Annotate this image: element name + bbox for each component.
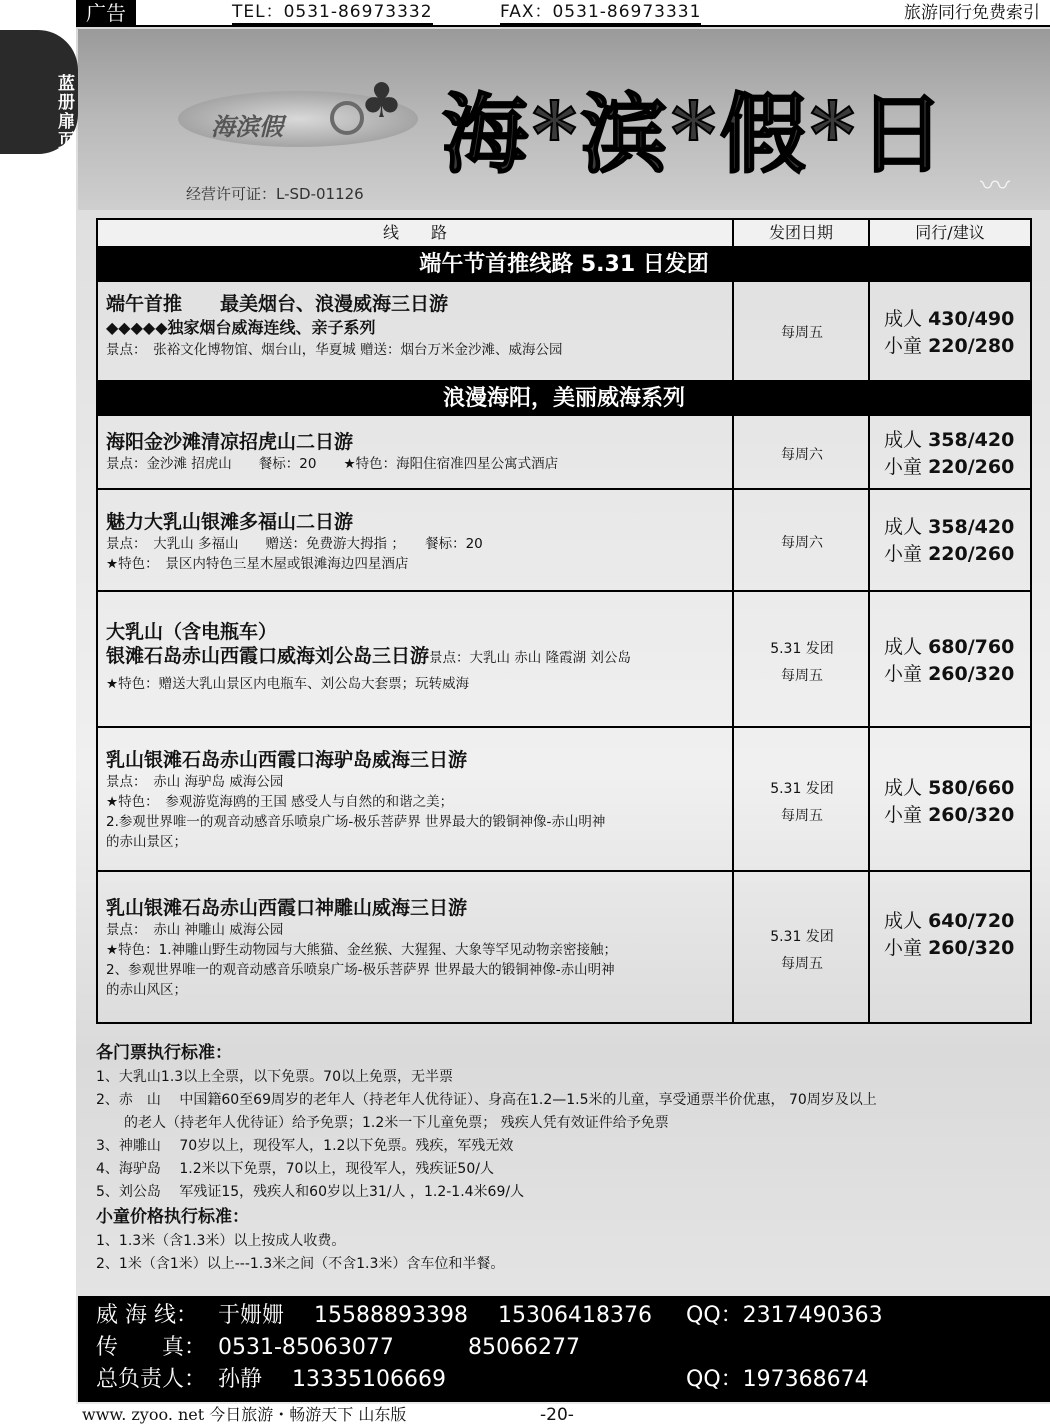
route-row-1: [106, 292, 726, 360]
ticket-rule: 的老人（持老年人优待证）给予免票；1.2米一下儿童免票； 残疾人凭有效证件给予免票: [124, 1115, 669, 1131]
route-line: ◆◆◆◆◆独家烟台威海连线、亲子系列: [106, 318, 376, 337]
contact-phone: 15588893398: [314, 1303, 468, 1328]
route-title: 乳山银滩石岛赤山西霞口神雕山威海三日游: [106, 897, 468, 919]
price: [884, 427, 1030, 481]
route-row-4: [106, 620, 726, 694]
adult-label: 成人: [884, 777, 923, 799]
child-label: 小童: [884, 804, 923, 826]
ticket-rule: 2、赤 山 中国籍60至69周岁的老年人（持老年人优待证）、身高在1.2—1.5米的儿童，享受通票半价优惠， 70周岁及以上: [96, 1092, 877, 1108]
contact-qq: QQ：2317490363: [686, 1303, 883, 1328]
adult-price: 358/420: [928, 429, 1015, 451]
adult-price: 640/720: [928, 910, 1015, 932]
child-label: 小童: [884, 543, 923, 565]
route-title: 大乳山（含电瓶车）: [106, 621, 278, 643]
adult-price: 430/490: [928, 308, 1015, 330]
route-line: ★特色：赠送大乳山景区内电瓶车、刘公岛大套票；玩转威海: [106, 676, 470, 692]
fax-number: FAX：0531-86973331: [500, 2, 701, 25]
depart-date-line: 每周五: [781, 808, 823, 824]
route-line: ★特色：1.神雕山野生动物园与大熊猫、金丝猴、大猩猩、大象等罕见动物亲密接触；: [106, 942, 617, 958]
row-divider: [98, 590, 1030, 592]
ticket-standard-heading: 各门票执行标准：: [96, 1043, 232, 1063]
route-line: 2、参观世界唯一的观音动感音乐喷泉广场-极乐菩萨界 世界最大的锻铜神像-赤山明神: [106, 962, 615, 978]
route-line: ★特色： 景区内特色三星木屋或银滩海边四星酒店: [106, 556, 409, 572]
seagull-icon: 〰: [980, 169, 1010, 204]
banner-title: 海*滨*假*日: [442, 84, 949, 185]
footer-text: www. zyoo. net 今日旅游・畅游天下 山东版: [82, 1405, 407, 1424]
route-title: 海阳金沙滩清凉招虎山二日游: [106, 431, 354, 453]
contact-phone: 15306418376: [498, 1303, 652, 1328]
route-line: 2.参观世界唯一的观音动感音乐喷泉广场-极乐菩萨界 世界最大的锻铜神像-赤山明神: [106, 814, 606, 830]
contact-block: [78, 1296, 1050, 1402]
route-title: 端午首推 最美烟台、浪漫威海三日游: [106, 293, 449, 315]
child-price-heading: 小童价格执行标准：: [96, 1207, 249, 1227]
child-price: 220/260: [928, 543, 1015, 565]
price: [884, 908, 1030, 962]
tel-number: TEL：0531-86973332: [232, 2, 433, 25]
adult-label: 成人: [884, 429, 923, 451]
route-title-main: 银滩石岛赤山西霞口威海刘公岛三日游: [106, 645, 430, 667]
row-divider: [98, 488, 1030, 490]
route-row-5: [106, 748, 726, 852]
ticket-rule: 5、刘公岛 军残证15，残疾人和60岁以上31/人 ，1.2-1.4米69/人: [96, 1184, 525, 1200]
child-label: 小童: [884, 937, 923, 959]
contact-row-manager: [96, 1364, 1036, 1396]
adult-label: 成人: [884, 308, 923, 330]
page-number: -20-: [540, 1405, 574, 1425]
child-price-rule: 1、1.3米（含1.3米）以上按成人收费。: [96, 1233, 346, 1249]
column-divider: [732, 220, 734, 1022]
depart-date-line: 5.31 发团: [770, 781, 834, 797]
route-line: ★特色： 参观游览海鸥的王国 感受人与自然的和谐之美；: [106, 794, 454, 810]
ticket-rule: 1、大乳山1.3以上全票，以下免票。70以上免票，无半票: [96, 1069, 453, 1085]
contact-label: 威 海 线：: [96, 1303, 198, 1328]
section-header: 浪漫海阳，美丽威海系列: [98, 382, 1030, 416]
adult-label: 成人: [884, 516, 923, 538]
route-line: 的赤山景区；: [106, 834, 187, 850]
route-row-3: [106, 510, 726, 574]
child-price: 260/320: [928, 663, 1015, 685]
depart-date: 每周六: [781, 535, 823, 551]
ticket-rule: 3、神雕山 70岁以上，现役军人，1.2以下免票。残疾，军残无效: [96, 1138, 514, 1154]
header-date: 发团日期: [734, 220, 868, 246]
depart-date: 每周六: [781, 447, 823, 463]
adult-price: 580/660: [928, 777, 1015, 799]
route-row-6: [106, 896, 726, 1000]
adult-label: 成人: [884, 636, 923, 658]
header-route: 线 路: [98, 220, 732, 246]
column-divider: [868, 220, 870, 1022]
depart-date-line: 每周五: [781, 668, 823, 684]
ticket-rule: 4、海驴岛 1.2米以下免票，70以上，现役军人，残疾证50/人: [96, 1161, 494, 1177]
depart-date-line: 5.31 发团: [770, 641, 834, 657]
child-label: 小童: [884, 663, 923, 685]
child-price: 220/260: [928, 456, 1015, 478]
route-title: 魅力大乳山银滩多福山二日游: [106, 511, 354, 533]
child-price-rule: 2、1米（含1米）以上---1.3米之间（不含1.3米）含车位和半餐。: [96, 1256, 505, 1272]
adult-price: 680/760: [928, 636, 1015, 658]
adult-price: 358/420: [928, 516, 1015, 538]
section-header: 端午节首推线路 5.31 日发团: [98, 248, 1030, 282]
routes-table: [96, 218, 1032, 1024]
child-price: 260/320: [928, 804, 1015, 826]
logo-text: 海滨假: [211, 113, 283, 141]
child-price: 220/280: [928, 335, 1015, 357]
route-title-2: [106, 644, 726, 670]
depart-date: 每周五: [781, 325, 823, 341]
contact-row-weihai: [96, 1300, 1036, 1332]
palm-tree-icon: ♣: [360, 73, 404, 129]
depart-date-line: 每周五: [781, 956, 823, 972]
adult-label: 成人: [884, 910, 923, 932]
route-line: 景点： 赤山 海驴岛 威海公园: [106, 774, 284, 790]
notes-section: [96, 1040, 1032, 1276]
contact-fax: 0531-85063077: [218, 1335, 394, 1360]
route-row-2: [106, 430, 726, 474]
depart-date: [736, 636, 868, 690]
route-line: 景点： 大乳山 多福山 赠送：免费游大拇指 ； 餐标：20: [106, 536, 483, 552]
route-line: 景点： 张裕文化博物馆、烟台山，华夏城 赠送：烟台万米金沙滩、威海公园: [106, 342, 563, 358]
banner: [78, 29, 1050, 210]
contact-name: 孙静: [218, 1367, 263, 1392]
sun-icon: [330, 101, 364, 135]
route-line: 景点：金沙滩 招虎山 餐标：20 ★特色：海阳住宿准四星公寓式酒店: [106, 456, 559, 472]
contact-name: 于姗姗: [218, 1303, 285, 1328]
ad-label: 广告: [76, 0, 136, 27]
route-line: 景点： 赤山 神雕山 威海公园: [106, 922, 284, 938]
depart-date-line: 5.31 发团: [770, 929, 834, 945]
route-sights: 景点：大乳山 赤山 隆霞湖 刘公岛: [429, 650, 631, 666]
child-label: 小童: [884, 456, 923, 478]
price: [884, 775, 1030, 829]
child-label: 小童: [884, 335, 923, 357]
row-divider: [98, 870, 1030, 872]
contact-label: 传 真：: [96, 1335, 207, 1360]
index-label: 旅游同行免费索引: [904, 3, 1040, 23]
price: [884, 634, 1030, 688]
header-price: 同行/建议: [870, 220, 1030, 246]
child-price: 260/320: [928, 937, 1015, 959]
contact-phone: 13335106669: [292, 1367, 446, 1392]
route-line: 的赤山风区；: [106, 982, 187, 998]
price: [884, 306, 1030, 360]
depart-date: [736, 776, 868, 830]
contact-qq: QQ：197368674: [686, 1367, 869, 1392]
contact-row-fax: [96, 1332, 1036, 1364]
price: [884, 514, 1030, 568]
contact-fax: 85066277: [468, 1335, 580, 1360]
side-tab: [0, 30, 78, 154]
depart-date: [736, 924, 868, 978]
license-number: 经营许可证：L-SD-01126: [186, 185, 364, 203]
side-tab-label: 蓝册扉页: [54, 74, 74, 150]
row-divider: [98, 726, 1030, 728]
contact-label: 总负责人：: [96, 1367, 207, 1392]
route-title: 乳山银滩石岛赤山西霞口海驴岛威海三日游: [106, 749, 468, 771]
